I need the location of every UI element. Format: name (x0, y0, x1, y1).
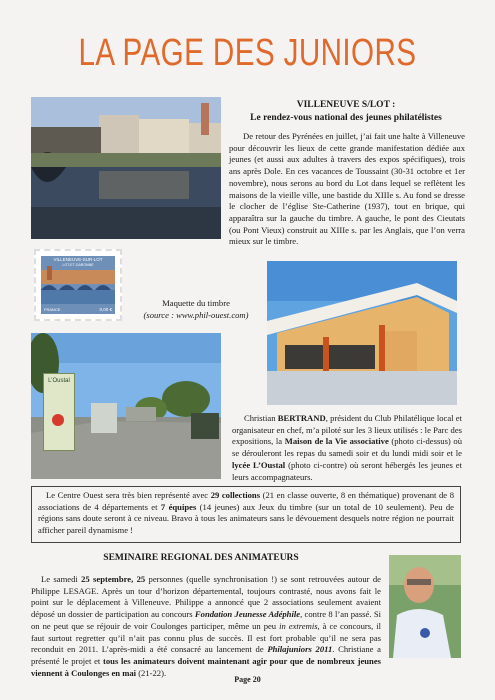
stamp-caption-line2: (source : www.phil-ouest.com) (143, 310, 249, 320)
seminaire-phila: Philajuniors 2011 (267, 644, 333, 655)
bertrand-name: BERTRAND (277, 413, 326, 423)
villeneuve-body: De retour des Pyrénées en juillet, j’ai fait une halte à Villeneuve pour découvrir les lieux de cette grande manifestation dédiée aux jeunes (et aussi aux adultes à travers des expos spécifiques), trois ans après Dole. En ces vacances de Toussaint (30-31 octobre et 1er novembre), nous serons au bord du Lot dans lequel se reflètent les maisons de la vieille ville, une bastide du XIIIe s. Au fond se dresse le clocher de l’église Ste-Catherine (1937), tout en brique, qui apparaîtra sur la gauche du timbre. A gauche, le pont des Cieutats (ou Pont Vieux) construit au XIIIe s. par les Anglais, que l’on verra mieux sur le timbre. (229, 131, 465, 247)
seminaire-bold-end: tous les animateurs doivent maintenant agir pour que de nombreux jeunes viennent à Coulonges en mai (31, 655, 381, 678)
stamp-image (34, 249, 122, 321)
bertrand-paragraph (232, 413, 462, 483)
villeneuve-subheading: Le rendez-vous national des jeunes philatélistes (250, 113, 442, 123)
bertrand-text-c: (photo ci-dessus) où se dérouleront les repas du samedi soir et du lundi midi soir et le (232, 436, 462, 459)
stamp-sub-text: LOT-ET-GARONNE (62, 263, 94, 267)
villeneuve-heading: VILLENEUVE S/LOT : (296, 100, 396, 110)
seminaire-text-c: , contre 8 l’an passé. Si on ne peut que se réjouir de voir Coulonges participer, même un peu (31, 609, 382, 631)
centre-text-c: (14 jeunes) aux Jeux du timbre (sur un total de 10 seulement). Peu de régions sans doute seront à ce niveau. Bravo à tous les animateurs sans le dévouement desquels notre région ne pourrait afficher pareil dynamisme ! (38, 501, 454, 536)
seminaire-text-b: personnes (quelle synchronisation !) se sont retrouvées autour de Philippe LESAGE. Après un tour d’horizon départemental, toujours contrasté, nous avons fait le point sur le déplacement à Villeneuve. Philippe a annoncé que 2 associations seulement avaient déposé un dossier de participation au concours (31, 574, 382, 620)
portrait-photo (389, 555, 461, 658)
seminaire-paragraph (31, 574, 381, 679)
seminaire-extremis: in extremis (279, 620, 318, 631)
centre-collections: 29 collections (210, 490, 261, 500)
centre-ouest-paragraph (38, 490, 454, 537)
seminaire-text-e: . Christiane a présenté le projet et (31, 644, 381, 666)
bertrand-lycee: lycée L’Oustal (232, 459, 286, 470)
oustal-sign-text: L’Oustal (48, 378, 70, 384)
stamp-country: FRANCE (44, 307, 61, 312)
bertrand-maison: Maison de la Vie associative (284, 436, 389, 447)
oustal-sign-decoration (52, 414, 64, 426)
stamp-value: 0,00 € (99, 307, 112, 312)
bertrand-text-a: Christian (244, 413, 278, 423)
oustal-sign (43, 373, 75, 451)
centre-text-a: Le Centre Ouest sera très bien représenté avec (46, 490, 211, 500)
bertrand-text-b: , président du Club Philatélique local et organisateur en chef, m’a piloté sur les 3 lieux utilisés : le Parc des expositions, la (232, 413, 462, 447)
stamp-caption-line1: Maquette du timbre (162, 298, 230, 308)
seminaire-date: 25 septembre, 25 (81, 574, 146, 584)
seminaire-text-f: (21-22). (136, 667, 167, 678)
bertrand-text-d: (photo ci-contre) où seront hébergés les jeunes et leurs accompagnateurs. (232, 459, 462, 482)
seminaire-fondation: Fondation Jeunesse Adéphile (194, 609, 301, 620)
centre-ouest-box (31, 486, 461, 543)
seminaire-text-d: , à ce concours, il faut surtout regretter qu’il n’ait pas connu plus de succès. Il est fort probable qu’il ne sera pas reconduit en 2011. L’après-midi a été consacré au lancement de (31, 620, 381, 655)
stamp-top-text: VILLENEUVE-SUR-LOT (53, 257, 103, 262)
seminaire-text-a: Le samedi (41, 574, 82, 584)
stamp-inner (41, 256, 115, 314)
centre-equipes: 7 équipes (160, 501, 197, 512)
centre-text-b: (21 en classe ouverte, 8 en thématique) provenant de 8 associations de 4 départements et (38, 490, 454, 512)
lycee-oustal-photo (31, 333, 221, 479)
seminaire-heading: SEMINAIRE REGIONAL DES ANIMATEURS (103, 553, 299, 563)
maison-vie-associative-photo (267, 261, 457, 405)
page-title: LA PAGE DES JUNIORS (78, 32, 417, 74)
page-number: Page 20 (234, 675, 261, 684)
villeneuve-river-photo (31, 97, 221, 239)
